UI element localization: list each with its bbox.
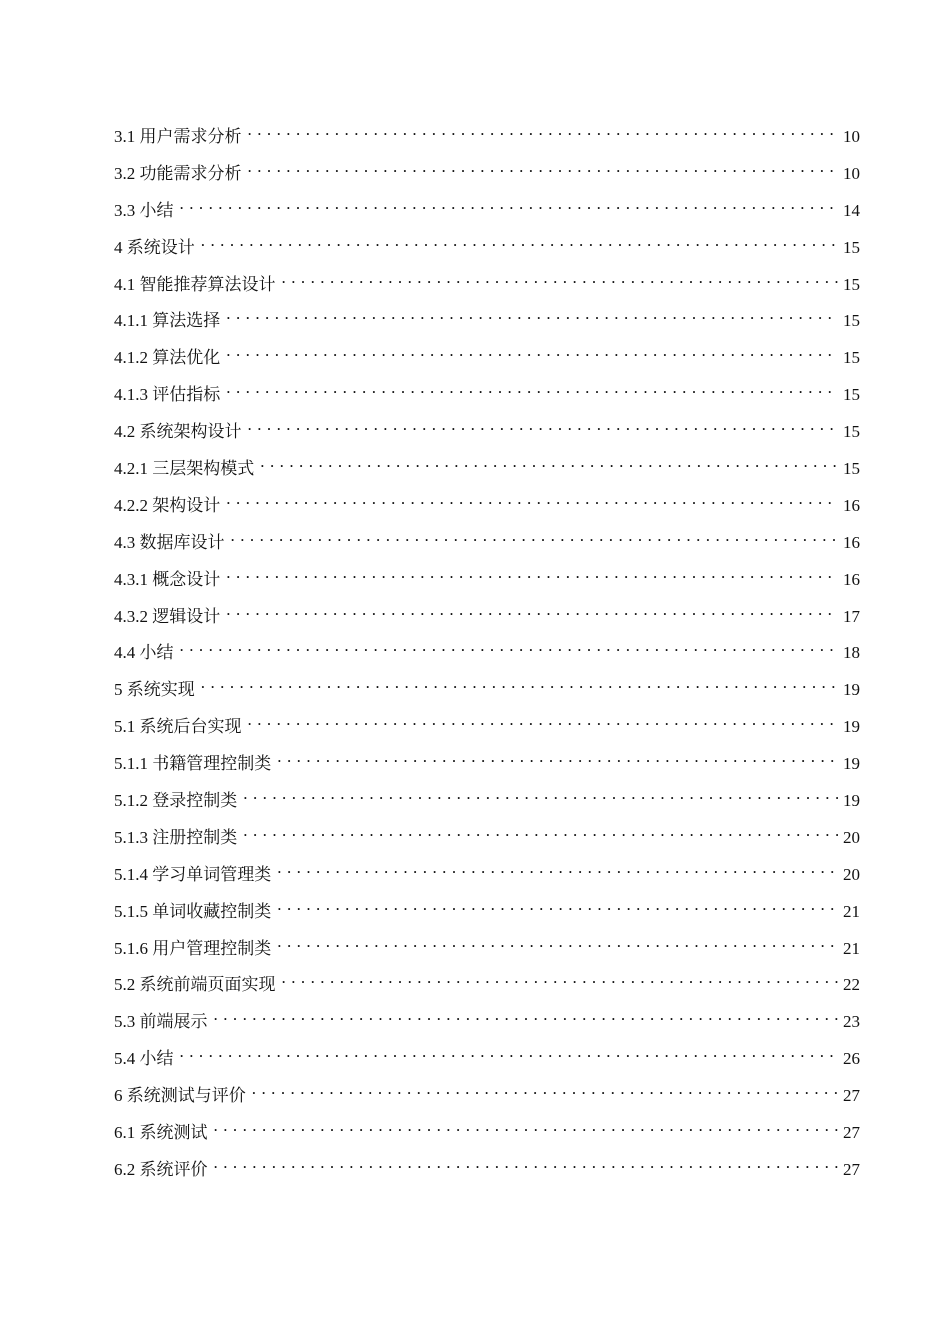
toc-leader-dots	[226, 561, 838, 585]
toc-entry-title: 3.3 小结	[114, 200, 174, 220]
toc-entry-page: 16	[843, 532, 860, 552]
toc-entry-title: 4.3.1 概念设计	[114, 569, 221, 589]
toc-entry-page: 10	[843, 163, 860, 183]
toc-leader-dots	[201, 671, 838, 695]
toc-leader-dots	[214, 1003, 839, 1027]
toc-entry-page: 20	[843, 827, 860, 847]
toc-entry-page: 10	[843, 127, 860, 146]
toc-entry-page: 19	[843, 754, 860, 774]
toc-entry-page: 15	[843, 459, 860, 479]
toc-entry[interactable]	[114, 302, 860, 339]
toc-entry-title: 4.2 系统架构设计	[114, 422, 242, 442]
toc-entry-title: 4.3.2 逻辑设计	[114, 606, 221, 626]
toc-leader-dots	[226, 376, 838, 400]
toc-entry[interactable]	[114, 524, 860, 561]
toc-entry-title: 4.1 智能推荐算法设计	[114, 274, 276, 294]
toc-entry-title: 4 系统设计	[114, 237, 195, 257]
toc-entry-title: 5.1.5 单词收藏控制类	[114, 901, 272, 921]
toc-entry-page: 17	[843, 606, 860, 626]
toc-entry-page: 19	[843, 680, 860, 700]
toc-leader-dots	[226, 339, 838, 363]
toc-leader-dots	[282, 966, 839, 990]
toc-entry-title: 5.1.1 书籍管理控制类	[114, 754, 272, 774]
toc-leader-dots	[252, 1077, 838, 1101]
toc-entry-page: 15	[843, 348, 860, 368]
toc-leader-dots	[243, 782, 838, 806]
toc-leader-dots	[277, 856, 838, 880]
toc-leader-dots	[243, 819, 838, 843]
toc-entry-title: 6.2 系统评价	[114, 1159, 208, 1179]
toc-entry-page: 15	[843, 237, 860, 257]
toc-entry-title: 4.2.2 架构设计	[114, 495, 221, 515]
toc-entry-page: 15	[843, 274, 860, 294]
toc-entry-page: 15	[843, 422, 860, 442]
toc-leader-dots	[201, 229, 838, 253]
toc-entry[interactable]	[114, 1151, 860, 1188]
toc-entry[interactable]	[114, 376, 860, 413]
toc-entry[interactable]	[114, 339, 860, 376]
toc-entry-page: 27	[843, 1159, 860, 1179]
toc-entry-title: 6.1 系统测试	[114, 1123, 208, 1143]
toc-entry[interactable]	[114, 450, 860, 487]
toc-entry-title: 4.3 数据库设计	[114, 532, 225, 552]
toc-leader-dots	[248, 413, 839, 437]
toc-leader-dots	[180, 192, 839, 216]
toc-leader-dots	[248, 155, 839, 179]
toc-entry[interactable]	[114, 118, 860, 155]
toc-entry-page: 14	[843, 200, 860, 220]
toc-entry-page: 15	[843, 311, 860, 331]
toc-entry-page: 20	[843, 864, 860, 884]
toc-entry-title: 4.4 小结	[114, 643, 174, 663]
toc-entry[interactable]	[114, 819, 860, 856]
toc-entry-title: 6 系统测试与评价	[114, 1086, 246, 1106]
toc-leader-dots	[226, 487, 838, 511]
toc-leader-dots	[226, 598, 838, 622]
toc-leader-dots	[180, 1040, 839, 1064]
toc-leader-dots	[214, 1114, 839, 1138]
toc-entry[interactable]	[114, 782, 860, 819]
toc-entry-page: 23	[843, 1012, 860, 1032]
toc-entry[interactable]	[114, 1077, 860, 1114]
toc-entry-page: 26	[843, 1049, 860, 1069]
toc-entry[interactable]	[114, 229, 860, 266]
toc-entry[interactable]	[114, 155, 860, 192]
toc-entry-title: 4.1.1 算法选择	[114, 311, 221, 331]
toc-entry-page: 16	[843, 495, 860, 515]
toc-entry[interactable]	[114, 893, 860, 930]
toc-entry-page: 27	[843, 1086, 860, 1106]
toc-entry[interactable]	[114, 966, 860, 1003]
toc-entry-title: 5.1.4 学习单词管理类	[114, 864, 272, 884]
toc-entry[interactable]	[114, 561, 860, 598]
toc-entry-page: 15	[843, 385, 860, 405]
toc-entry-title: 5.3 前端展示	[114, 1012, 208, 1032]
toc-entry[interactable]	[114, 413, 860, 450]
toc-entry-title: 5.2 系统前端页面实现	[114, 975, 276, 995]
toc-leader-dots	[260, 450, 838, 474]
toc-entry[interactable]	[114, 930, 860, 967]
toc-entry[interactable]	[114, 1003, 860, 1040]
toc-leader-dots	[248, 118, 839, 142]
toc-entry-title: 5.1 系统后台实现	[114, 717, 242, 737]
table-of-contents	[114, 118, 860, 1188]
toc-entry-title: 4.1.3 评估指标	[114, 385, 221, 405]
toc-leader-dots	[277, 893, 838, 917]
toc-entry-page: 21	[843, 938, 860, 958]
toc-entry[interactable]	[114, 192, 860, 229]
toc-entry-page: 19	[843, 791, 860, 811]
toc-leader-dots	[231, 524, 839, 548]
toc-entry[interactable]	[114, 487, 860, 524]
toc-entry-title: 5.1.6 用户管理控制类	[114, 938, 272, 958]
toc-entry[interactable]	[114, 745, 860, 782]
toc-entry-title: 5.1.2 登录控制类	[114, 791, 238, 811]
toc-entry-title: 5 系统实现	[114, 680, 195, 700]
toc-entry[interactable]	[114, 856, 860, 893]
toc-entry[interactable]	[114, 1040, 860, 1077]
toc-entry-title: 3.2 功能需求分析	[114, 163, 242, 183]
toc-entry[interactable]	[114, 671, 860, 708]
toc-entry-title: 3.1 用户需求分析	[114, 127, 242, 146]
toc-leader-dots	[277, 930, 838, 954]
toc-entry-title: 5.4 小结	[114, 1049, 174, 1069]
toc-entry[interactable]	[114, 598, 860, 635]
toc-entry[interactable]	[114, 634, 860, 671]
toc-entry-page: 27	[843, 1123, 860, 1143]
toc-entry-page: 16	[843, 569, 860, 589]
toc-leader-dots	[180, 634, 839, 658]
toc-entry-page: 22	[843, 975, 860, 995]
toc-entry-page: 18	[843, 643, 860, 663]
toc-leader-dots	[282, 266, 839, 290]
toc-entry[interactable]	[114, 1114, 860, 1151]
toc-leader-dots	[226, 302, 838, 326]
toc-entry-page: 21	[843, 901, 860, 921]
toc-leader-dots	[248, 708, 839, 732]
toc-leader-dots	[277, 745, 838, 769]
toc-entry[interactable]	[114, 266, 860, 303]
toc-leader-dots	[214, 1151, 839, 1175]
toc-entry-title: 4.2.1 三层架构模式	[114, 459, 255, 479]
toc-entry-title: 4.1.2 算法优化	[114, 348, 221, 368]
toc-entry[interactable]	[114, 708, 860, 745]
toc-entry-page: 19	[843, 717, 860, 737]
toc-entry-title: 5.1.3 注册控制类	[114, 827, 238, 847]
